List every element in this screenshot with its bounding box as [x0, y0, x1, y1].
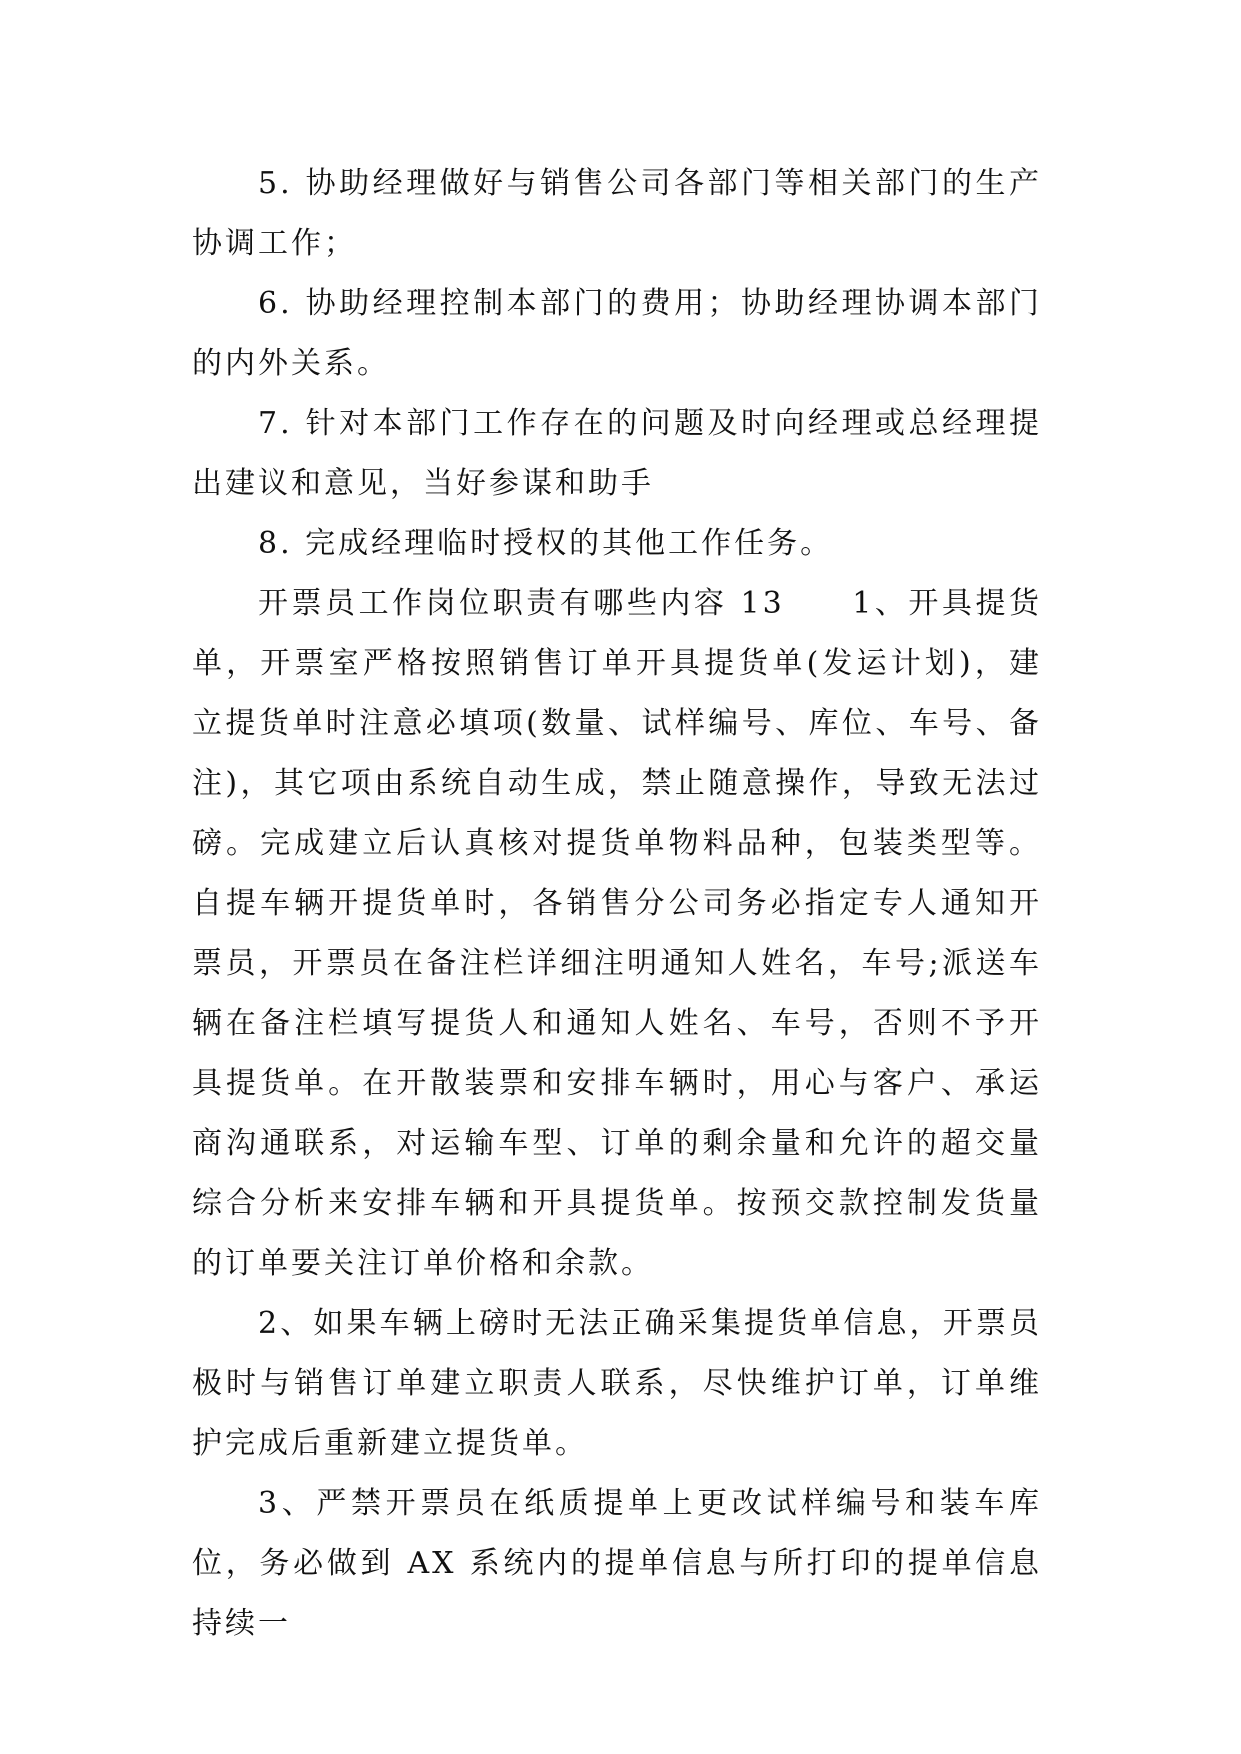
document-body [192, 154, 1042, 1654]
paragraph-ticketing-duty-1: 开票员工作岗位职责有哪些内容 13 1、开具提货单，开票室严格按照销售订单开具提货单(发运计划)，建立提货单时注意必填项(数量、试样编号、库位、车号、备注)，其它项由系统自动生成，禁止随意操作，导致无法过磅。完成建立后认真核对提货单物料品种，包装类型等。自提车辆开提货单时，各销售分公司务必指定专人通知开票员，开票员在备注栏详细注明通知人姓名，车号;派送车辆在备注栏填写提货人和通知人姓名、车号，否则不予开具提货单。在开散装票和安排车辆时，用心与客户、承运商沟通联系，对运输车型、订单的剩余量和允许的超交量综合分析来安排车辆和开具提货单。按预交款控制发货量的订单要关注订单价格和余款。 [192, 586, 1042, 1281]
paragraph-item-7: 7. 针对本部门工作存在的问题及时向经理或总经理提出建议和意见，当好参谋和助手 [192, 406, 1042, 501]
paragraph-ticketing-duty-3: 3、严禁开票员在纸质提单上更改试样编号和装车库位，务必做到 AX 系统内的提单信息与所打印的提单信息持续一 [192, 1486, 1042, 1641]
paragraph-item-8: 8. 完成经理临时授权的其他工作任务。 [258, 526, 834, 561]
paragraph-item-5: 5. 协助经理做好与销售公司各部门等相关部门的生产协调工作； [192, 166, 1042, 261]
paragraph-ticketing-duty-2: 2、如果车辆上磅时无法正确采集提货单信息，开票员极时与销售订单建立职责人联系，尽快维护订单，订单维护完成后重新建立提货单。 [192, 1306, 1042, 1461]
paragraph-item-6: 6. 协助经理控制本部门的费用；协助经理协调本部门的内外关系。 [192, 286, 1042, 381]
